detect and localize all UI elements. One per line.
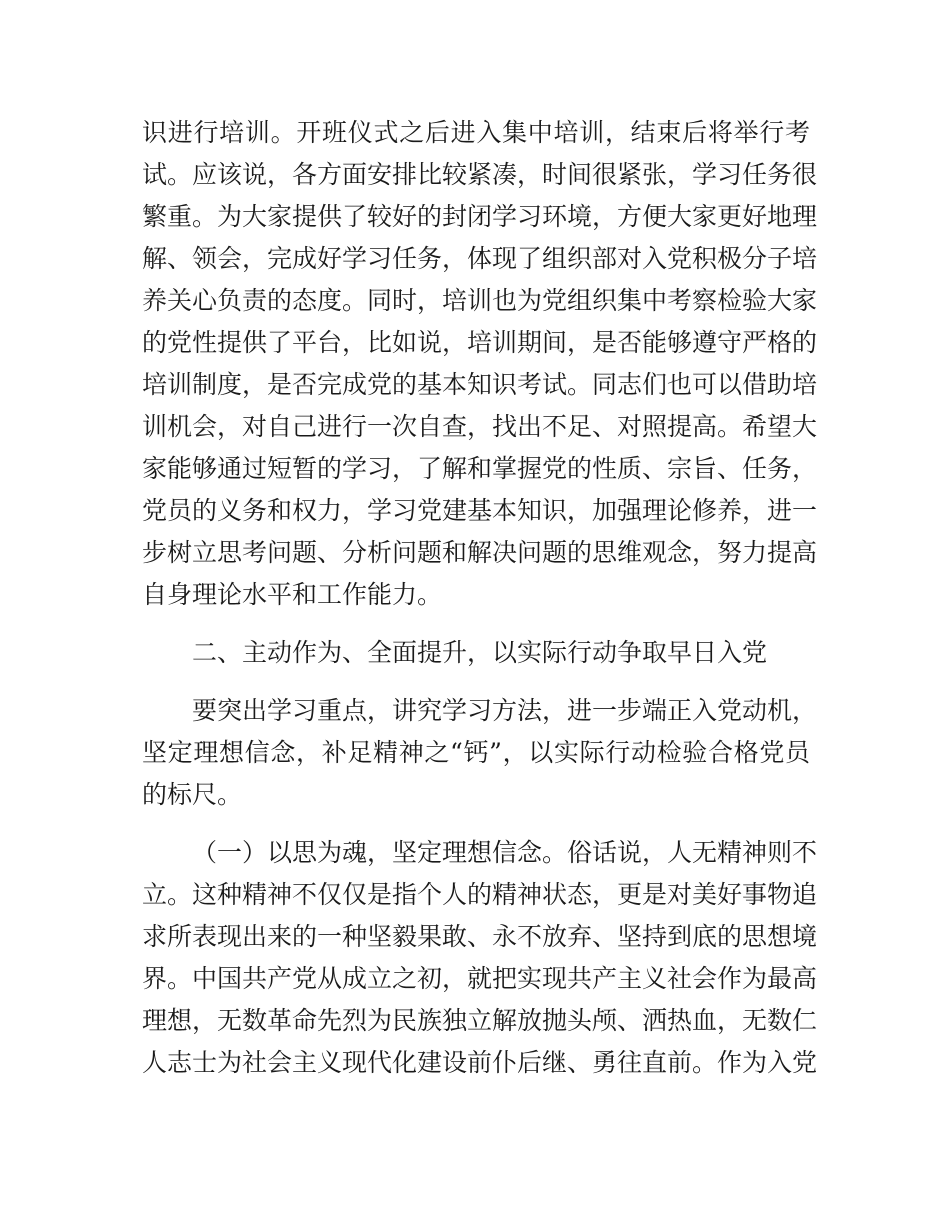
paragraph-ideals-beliefs bbox=[142, 832, 818, 1084]
text-line: 的党性提供了平台，比如说，培训期间，是否能够遵守严格的 bbox=[142, 328, 818, 357]
text-line: 要突出学习重点，讲究学习方法，进一步端正入党动机， bbox=[192, 696, 818, 725]
text-line: 步树立思考问题、分析问题和解决问题的思维观念，努力提高 bbox=[142, 538, 818, 567]
text-line: 培训制度，是否完成党的基本知识考试。同志们也可以借助培 bbox=[142, 370, 818, 399]
text-line: 坚定理想信念，补足精神之“钙”，以实际行动检验合格党员 bbox=[142, 738, 810, 767]
text-line: 繁重。为大家提供了较好的封闭学习环境，方便大家更好地理 bbox=[142, 202, 818, 231]
text-line: 人志士为社会主义现代化建设前仆后继、勇往直前。作为入党 bbox=[142, 1048, 818, 1077]
text-line: 养关心负责的态度。同时，培训也为党组织集中考察检验大家 bbox=[142, 286, 818, 315]
text-line: 识进行培训。开班仪式之后进入集中培训，结束后将举行考 bbox=[142, 118, 810, 147]
text-line: 解、领会，完成好学习任务，体现了组织部对入党积极分子培 bbox=[142, 244, 818, 273]
text-line: 自身理论水平和工作能力。 bbox=[142, 580, 443, 609]
text-line: 试。应该说，各方面安排比较紧凑，时间很紧张，学习任务很 bbox=[142, 160, 818, 189]
document-body bbox=[142, 112, 818, 1084]
section-heading: 二、主动作为、全面提升，以实际行动争取早日入党 bbox=[192, 638, 768, 667]
text-line: 党员的义务和权力，学习党建基本知识，加强理论修养，进一 bbox=[142, 496, 818, 525]
text-line: 家能够通过短暂的学习，了解和掌握党的性质、宗旨、任务， bbox=[142, 454, 818, 483]
paragraph-gap bbox=[142, 616, 810, 632]
text-line: 界。中国共产党从成立之初，就把实现共产主义社会作为最高 bbox=[142, 964, 818, 993]
text-line: 立。这种精神不仅仅是指个人的精神状态，更是对美好事物追 bbox=[142, 880, 818, 909]
text-line: 求所表现出来的一种坚毅果敢、永不放弃、坚持到底的思想境 bbox=[142, 922, 818, 951]
paragraph-study-focus bbox=[142, 690, 818, 816]
paragraph-gap bbox=[142, 816, 810, 832]
text-line: （一）以思为魂，坚定理想信念。俗话说，人无精神则不 bbox=[192, 838, 818, 867]
text-line: 理想，无数革命先烈为民族独立解放抛头颅、洒热血，无数仁 bbox=[142, 1006, 818, 1035]
text-line: 训机会，对自己进行一次自查，找出不足、对照提高。希望大 bbox=[142, 412, 818, 441]
paragraph-training-arrangement bbox=[142, 112, 818, 616]
paragraph-gap bbox=[142, 674, 810, 690]
text-line: 的标尺。 bbox=[142, 780, 243, 809]
